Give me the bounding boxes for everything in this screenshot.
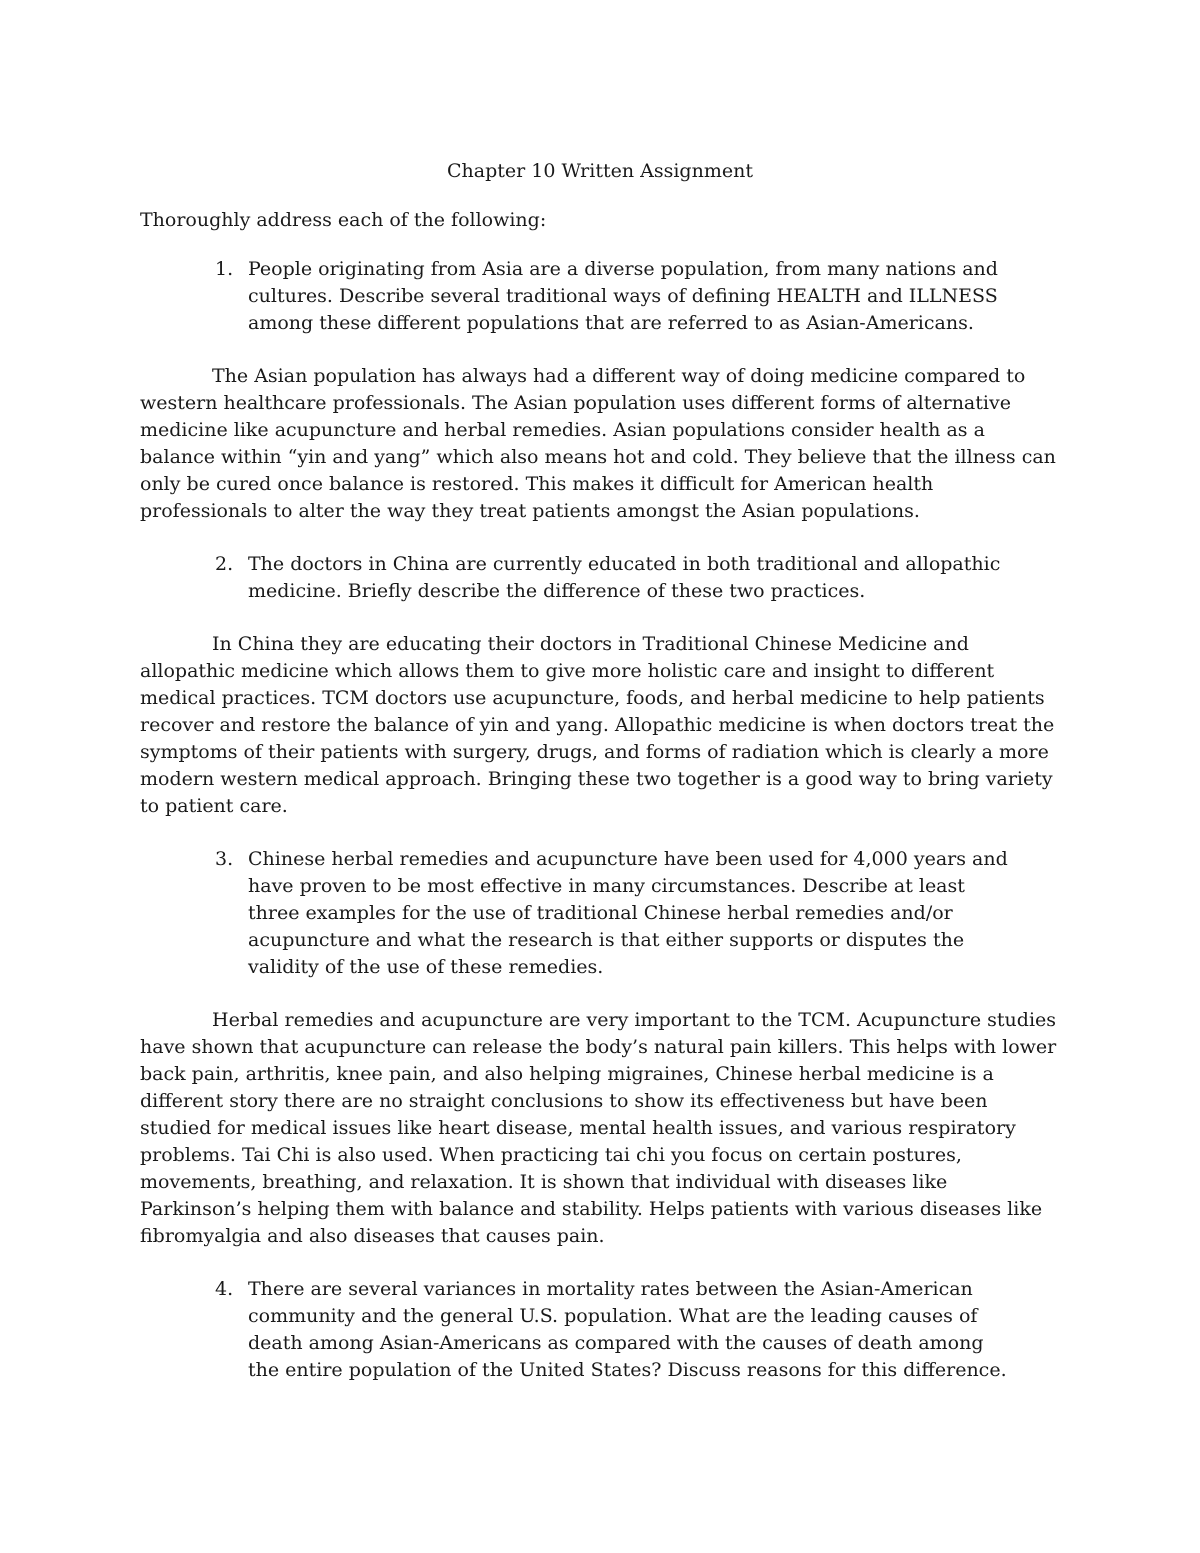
- question-1: [140, 256, 1060, 337]
- question-text: The doctors in China are currently educated in both traditional and allopathic medicine. Briefly describe the difference of these two practices.: [248, 553, 1001, 602]
- answer-2: In China they are educating their doctors in Traditional Chinese Medicine and allopathic medicine which allows them to give more holistic care and insight to different medical practices. TCM doctors use acupuncture, foods, and herbal medicine to help patients recover and restore the balance of yin and yang. Allopathic medicine is when doctors treat the symptoms of their patients with surgery, drugs, and forms of radiation which is clearly a more modern western medical approach. Bringing these two together is a good way to bring variety to patient care.: [140, 633, 1055, 817]
- question-number: 3.: [215, 848, 234, 870]
- page-title: Chapter 10 Written Assignment: [447, 160, 753, 182]
- question-text: People originating from Asia are a diverse population, from many nations and cultures. Describe several traditional ways of defining HEALTH and ILLNESS among these different populations that are referred to as Asian-Americans.: [248, 258, 998, 334]
- question-number: 1.: [215, 258, 234, 280]
- document-page: [140, 158, 1060, 1410]
- question-text: There are several variances in mortality rates between the Asian-American community and the general U.S. population. What are the leading causes of death among Asian-Americans as compared with the causes of death among the entire population of the United States? Discuss reasons for this difference.: [248, 1278, 1007, 1381]
- intro-text: Thoroughly address each of the following:: [140, 209, 547, 231]
- question-number: 2.: [215, 553, 234, 575]
- question-2: [140, 551, 1060, 605]
- question-text: Chinese herbal remedies and acupuncture have been used for 4,000 years and have proven to be most effective in many circumstances. Describe at least three examples for the use of traditional Chinese herbal remedies and/or acupuncture and what the research is that either supports or disputes the validity of the use of these remedies.: [248, 848, 1008, 978]
- question-number: 4.: [215, 1278, 234, 1300]
- question-3: [140, 846, 1060, 981]
- question-4: [140, 1276, 1060, 1384]
- answer-1: The Asian population has always had a different way of doing medicine compared to western healthcare professionals. The Asian population uses different forms of alternative medicine like acupuncture and herbal remedies. Asian populations consider health as a balance within “yin and yang” which also means hot and cold. They believe that the illness can only be cured once balance is restored. This makes it difficult for American health professionals to alter the way they treat patients amongst the Asian populations.: [140, 365, 1056, 522]
- answer-3: Herbal remedies and acupuncture are very important to the TCM. Acupuncture studies have shown that acupuncture can release the body’s natural pain killers. This helps with lower back pain, arthritis, knee pain, and also helping migraines, Chinese herbal medicine is a different story there are no straight conclusions to show its effectiveness but have been studied for medical issues like heart disease, mental health issues, and various respiratory problems. Tai Chi is also used. When practicing tai chi you focus on certain postures, movements, breathing, and relaxation. It is shown that individual with diseases like Parkinson’s helping them with balance and stability. Helps patients with various diseases like fibromyalgia and also diseases that causes pain.: [140, 1009, 1057, 1247]
